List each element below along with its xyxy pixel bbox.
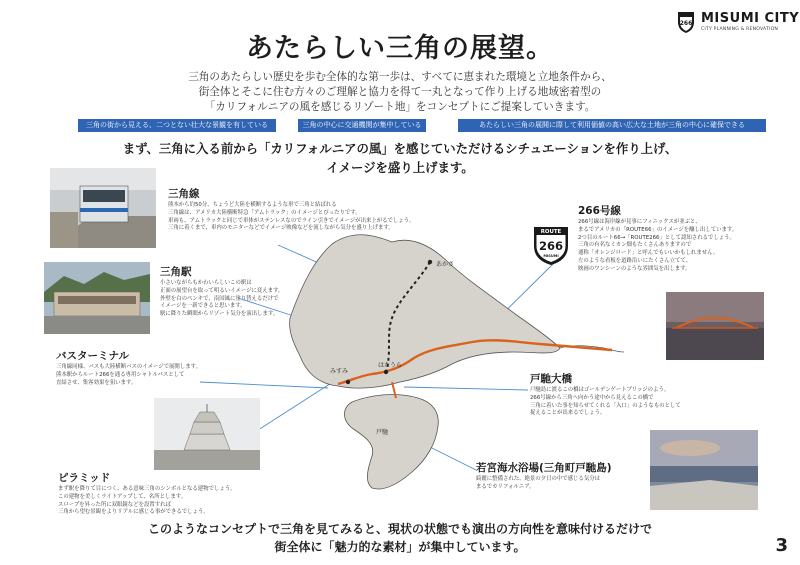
logo-name: MISUMI CITY: [701, 10, 800, 26]
connector-line-pyramid: [255, 380, 336, 432]
tobase-island: [345, 395, 439, 490]
intro-line: 街全体とそこに住む方々のご理解と協力を得て一丸となって作り上げる地域密着型の: [198, 86, 602, 98]
callout-body: 戸馳島に渡るこの橋はゴールデンゲートブリッジのよう。 266号線から三角へ向かう途中から見えるこの橋で 三角に着いた事を知らせてくれる「入口」のようなものとして 捉えることが出来るでしょう。: [530, 387, 681, 417]
logo-badge-text: 266: [679, 20, 693, 27]
callout-wakamiya-beach: [476, 462, 656, 492]
lead-line: まず、三角に入る前から「カリフォルニアの風」を感じていただけるシチュエーションを作り上げ、: [122, 141, 678, 156]
feature-tag-scenery: 三角の街から見える、二つとない壮大な景観を有している: [78, 119, 276, 132]
akasaki-dot: [428, 260, 432, 264]
page-title: あたらしい三角の展望。: [246, 33, 554, 64]
callout-misumi-station: [160, 266, 320, 319]
closing-statement: [70, 520, 730, 556]
route-sign-number: 266: [538, 239, 564, 253]
callout-tobase-bridge: [530, 373, 730, 418]
page-number: 3: [775, 535, 788, 556]
closing-line: このようなコンセプトで三角を見てみると、現状の状態でも演出の方向性を意味付けるだけで: [147, 522, 652, 536]
route-sign-top: ROUTE: [540, 229, 562, 235]
connector-line-bridge: [404, 387, 528, 390]
feature-tag-land: あたらしい三角の展開に際して利用価値の高い広大な土地が三角の中心に確保できる: [458, 119, 766, 132]
photo-pyramid: [154, 398, 260, 470]
intro-line: 三角のあたらしい歴史を歩む全体的な第一歩は、すべてに恵まれた環境と立地条件から、: [188, 71, 612, 83]
logo-subtitle: CITY PLANNING & RENOVATION: [701, 26, 779, 32]
misumi-dot: [346, 380, 350, 384]
callout-title: 若宮海水浴場(三角町戸馳島): [476, 462, 612, 474]
lead-line: イメージを盛り上げます。: [326, 160, 474, 175]
callout-misumi-line: [168, 188, 468, 233]
callout-body: まず駅を降りて目につく、ある意味三角のシンボルとなる建物でしょう。 この建物を美しくライトアップして、名所とします。 スロープを昇った所に双眼鏡などを設置すれば 三角から望む景観をよりリアルに感じる事ができるでしょう。: [58, 486, 236, 516]
callout-bus-terminal: [56, 350, 276, 387]
callout-title: ピラミッド: [58, 472, 111, 484]
callout-body: 小さいながらもかわいらしいこの駅は 正面の展望台を取って明るいイメージに変えます。 外壁を白のペンキで、南国風に塗り替えるだけで イメージを一新できると思います。 駅に降りた瞬間からリゾート気分を演出します。: [160, 280, 284, 318]
feature-tag-transport: 三角の中心に交通機関が集中している: [298, 119, 426, 132]
callout-body: 三角線同様、バスも大陸横断バスのイメージで展開します。 熊本駅からルート266を通る専用シャトルバスとして 直結させ、集客効果を狙います。: [56, 364, 201, 386]
callout-title: 戸馳大橋: [530, 373, 572, 385]
map-label-misumi: みすみ: [330, 368, 349, 375]
callout-title: 266号線: [578, 205, 621, 217]
callout-title: バスターミナル: [56, 350, 129, 362]
photo-station: [44, 262, 150, 334]
photo-bridge: [666, 292, 764, 360]
closing-line: 街全体に「魅力的な素材」が集中しています。: [274, 540, 526, 554]
misumi-peninsula: [290, 235, 560, 388]
callout-title: 三角線: [168, 188, 200, 200]
map-label-hatoura: はたうら: [378, 362, 403, 369]
route-266-sign-icon: [532, 224, 570, 266]
callout-body: 綺麗に整備された、絶景の夕日の中で感じる気分は まるでカリフォルニア。: [476, 476, 600, 490]
callout-body: 熊本から約50分、ちょうど大陸を横断するような形で三角と結ばれる 三角線は、アメリカ大陸横断特急「アムトラック」のイメージとぴったりです。 車両も、アムトラックと同じで車体がステンレスなのでライン引きでイメージが出来上がるでしょう。 三角に着くまで、車内のモニターなどでイメージ映像などを流しながら気分を盛り上げます。: [168, 202, 415, 232]
map-label-akasaki: あかさ: [436, 261, 455, 268]
photo-train: [50, 168, 156, 248]
callout-body: 266号線は海岸線が見事にフィニックスが並ぶと、 まるでアメリカの「ROUTE66」のイメージを醸し出しています。 2つ目のルート66→「ROUTE266」として認知されるでしょう。 三角の有名なミカン畑もたくさんありますので 通称「オレンジロード」と呼んでもいいかもしれません。 左のような看板を道路沿いにたくさん立てて、 映画のワンシーンのような雰囲気を出します。: [578, 219, 738, 272]
hatoura-dot: [384, 370, 388, 374]
callout-title: 三角駅: [160, 266, 192, 278]
map-label-tobase: 戸馳: [376, 429, 389, 436]
photo-beach: [650, 430, 758, 510]
callout-route-266: [578, 205, 778, 274]
route-sign-bottom: MISUMI: [543, 254, 559, 258]
intro-line: 「カリフォルニアの風を感じるリゾート地」をコンセプトにご提案していきます。: [204, 101, 596, 113]
callout-pyramid: [58, 472, 308, 517]
